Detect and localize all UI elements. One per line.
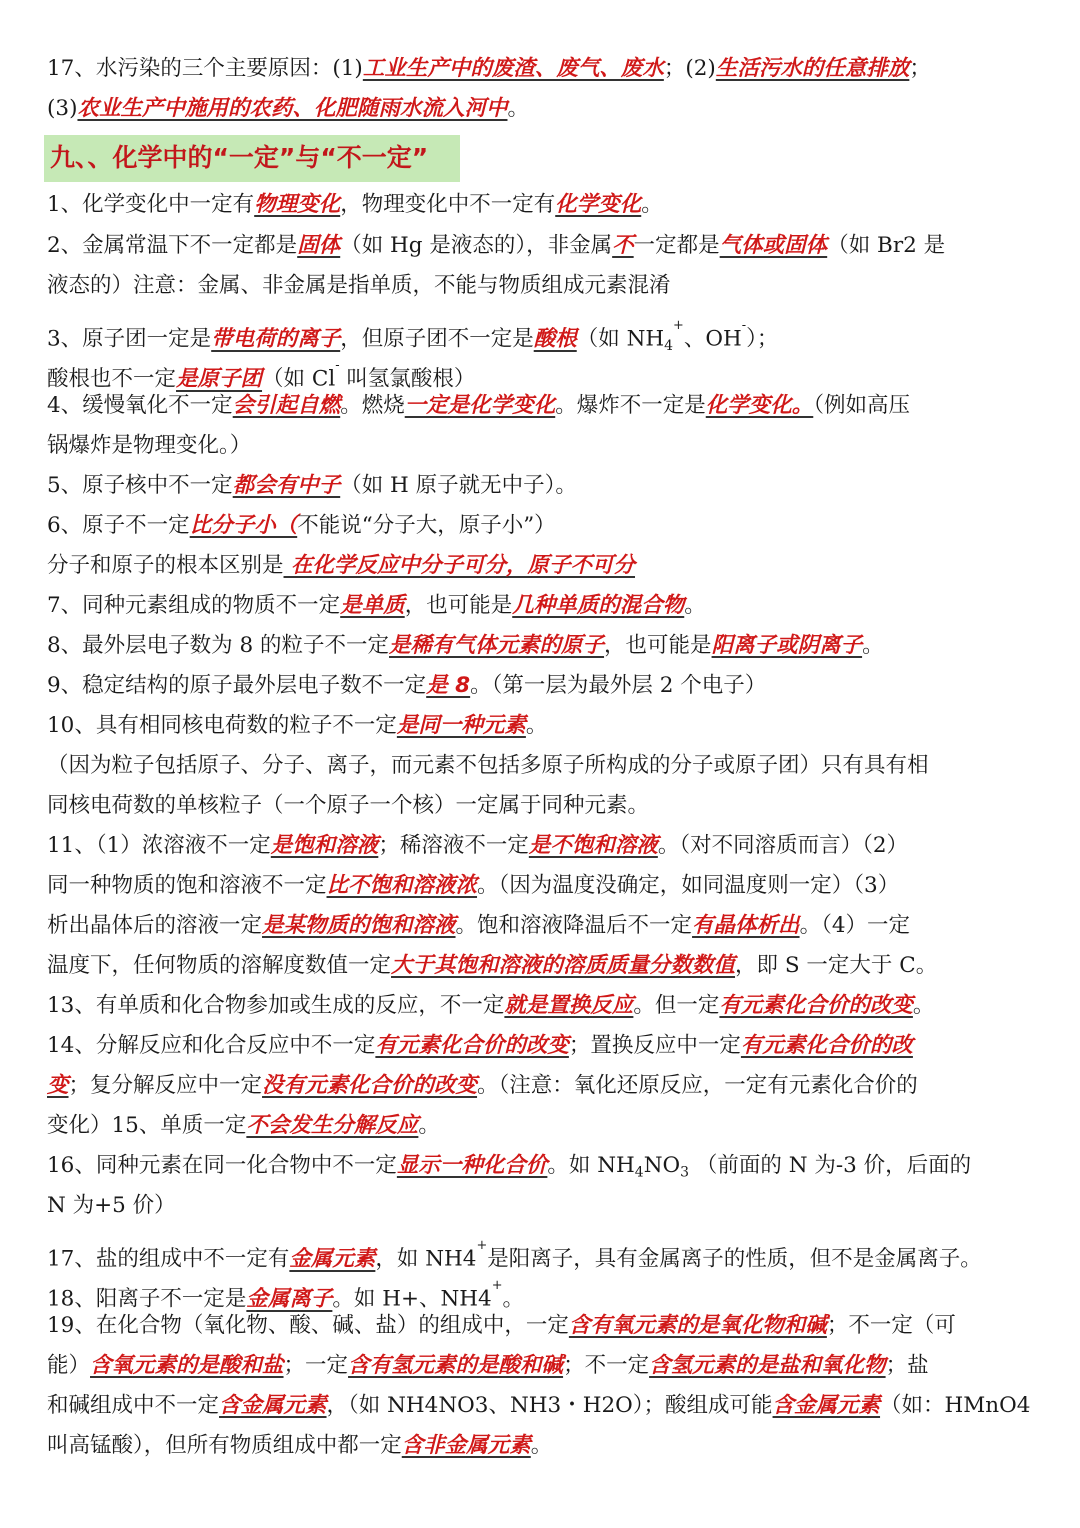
text-line [47,671,1040,701]
text-segment: 16、同种元素在同一化合物中不一定 [47,1153,397,1178]
key-phrase: 比分子小（ [189,513,298,538]
text-line [47,231,1040,261]
text-line [47,311,1040,354]
text-segment: ；不一定（可 [826,1313,956,1338]
text-segment: 。 [525,713,548,738]
text-line [47,1351,1040,1381]
text-line [47,991,1040,1021]
key-phrase: 带电荷的离子 [211,326,341,352]
key-phrase: 金属元素 [289,1246,376,1272]
text-segment: ；一定 [283,1353,349,1378]
text-segment: 。 [507,96,529,121]
text-line [47,1311,1040,1341]
text-segment: 、OH [683,326,742,352]
text-segment: ；不一定 [563,1353,650,1378]
text-segment: 6、原子不一定 [47,513,190,538]
text-segment: （如 Br2 是 [827,233,946,258]
text-segment: 。但一定 [633,993,720,1018]
key-phrase: 比不饱和溶液浓 [326,873,478,898]
text-segment: （如 Cl [262,366,336,392]
key-phrase: 没有元素化合价的改变 [262,1073,478,1098]
text-line [47,1391,1040,1421]
text-segment: NO [643,1153,681,1178]
text-segment: 温度下，任何物质的溶解度数值一定 [47,953,392,978]
text-segment: 。 [502,1286,525,1312]
text-segment: ；置换反应中一定 [568,1033,741,1058]
text-line [47,1071,1040,1101]
text-line [47,471,1040,501]
key-phrase: 变 [47,1073,69,1098]
text-segment: 分子和原子的根本区别是 [47,553,284,578]
text-segment: ；盐 [885,1353,929,1378]
text-segment: 。（注意：氧化还原反应，一定有元素化合价的 [477,1073,918,1098]
text-segment: 。爆炸不一定是 [555,393,706,418]
text-segment: 析出晶体后的溶液一定 [47,913,263,938]
text-line [47,1191,1040,1221]
text-segment: 变化）15、单质一定 [47,1113,247,1138]
text-segment: 。 [912,993,935,1018]
text-segment: 3、原子团一定是 [47,326,212,352]
text-line [47,94,1040,124]
text-segment: 。 [641,192,663,217]
key-phrase: 金属离子 [246,1286,333,1312]
text-segment: N 为+5 价） [47,1193,176,1218]
key-phrase: 含氧元素的是酸和盐 [90,1353,284,1378]
text-segment: (3) [47,96,78,121]
superscript: + [491,1278,503,1293]
text-line [47,751,1040,781]
key-phrase: 是 8 [426,673,471,698]
text-segment: 和碱组成中不一定 [47,1393,220,1418]
key-phrase: 就是置换反应 [504,993,634,1018]
text-segment: （如 H 原子就无中子）。 [340,473,577,498]
text-line [47,54,1040,84]
key-phrase: 含氢元素的是盐和氧化物 [649,1353,886,1378]
key-phrase: 是不饱和溶液 [528,833,658,858]
text-segment: 。 [418,1113,440,1138]
text-segment: ，物理变化中不一定有 [340,192,556,217]
key-phrase: 阳离子或阴离子 [711,633,863,658]
text-line [47,431,1040,461]
text-line [47,951,1040,981]
text-segment: 11、（1）浓溶液不一定 [47,833,271,858]
subscript: 4 [634,1164,644,1181]
text-segment: 。 [684,593,706,618]
key-phrase: 气体或固体 [719,233,828,258]
text-segment: 19、在化合物（氧化物、酸、碱、盐）的组成中，一定 [47,1313,569,1338]
text-segment: ，即 S 一定大于 C。 [735,953,938,978]
key-phrase: 含有氢元素的是酸和碱 [348,1353,564,1378]
text-segment: 8、最外层电子数为 8 的粒子不一定 [47,633,390,658]
text-line [47,591,1040,621]
text-segment: ，也可能是 [604,633,712,658]
text-segment: ，（如 NH4NO3、NH3・H2O）；酸组成可能 [326,1393,773,1418]
key-phrase: 是原子团 [176,366,263,392]
text-segment: 能） [47,1353,91,1378]
key-phrase: 含非金属元素 [401,1433,531,1458]
key-phrase: 固体 [297,233,341,258]
section-heading: 九、、化学中的“一定”与“不一定” [50,143,429,172]
key-phrase: 含金属元素 [219,1393,327,1418]
text-segment: 不能说“分子大，原子小”） [297,513,556,538]
text-segment: 18、阳离子不一定是 [47,1286,247,1312]
key-phrase: 一定是化学变化 [404,393,556,418]
text-segment: 。 [530,1433,553,1458]
text-segment: 。燃烧 [340,393,405,418]
text-segment: 5、原子核中不一定 [47,473,233,498]
key-phrase: 有晶体析出 [692,913,800,938]
text-line [47,551,1040,581]
text-segment: ；复分解反应中一定 [68,1073,263,1098]
text-line [47,1431,1040,1461]
text-line [47,711,1040,741]
text-segment: 一定都是 [633,233,720,258]
text-segment: 。（第一层为最外层 2 个电子） [470,673,767,698]
text-segment: 酸根也不一定 [47,366,177,392]
text-line [47,871,1040,901]
superscript: - [741,318,747,333]
key-phrase: 农业生产中施用的农药、化肥随雨水流入河中 [77,96,508,121]
text-segment: 10、具有相同核电荷数的粒子不一定 [47,713,397,738]
text-line [47,351,1040,392]
text-segment: 。（对不同溶质而言）（2） [657,833,909,858]
text-segment: 4、缓慢氧化不一定 [47,393,233,418]
text-segment: 。 [862,633,884,658]
key-phrase: 几种单质的混合物 [512,593,685,618]
key-phrase: 化学变化 [555,192,642,217]
text-line [47,1111,1040,1141]
text-segment: 液态的）注意：金属、非金属是指单质，不能与物质组成元素混淆 [47,273,671,298]
text-segment: （如 Hg 是液态的），非金属 [340,233,613,258]
text-segment: 9、稳定结构的原子最外层电子数不一定 [47,673,427,698]
key-phrase: 是某物质的饱和溶液 [262,913,456,938]
text-segment: 14、分解反应和化合反应中不一定 [47,1033,376,1058]
text-line [47,831,1040,861]
text-segment: 。如 H+、NH4 [332,1286,492,1312]
text-segment: 。饱和溶液降温后不一定 [455,913,693,938]
text-segment: （前面的 N 为-3 价，后面的 [689,1153,972,1178]
text-segment: （如：HMnO4 [880,1393,1031,1418]
key-phrase: 化学变化。 [705,393,814,418]
text-segment: 同一种物质的饱和溶液不一定 [47,873,327,898]
text-segment: 叫氢氯酸根） [339,366,476,392]
superscript: + [673,318,684,333]
text-segment: ；稀溶液不一定 [378,833,529,858]
key-phrase: 是稀有气体元素的原子 [389,633,605,658]
text-line [47,271,1040,301]
key-phrase: 物理变化 [254,192,341,217]
text-line [47,1271,1040,1312]
key-phrase: 都会有中子 [232,473,341,498]
key-phrase: 生活污水的任意排放 [715,56,910,81]
key-phrase: 是单质 [340,593,405,618]
key-phrase: 含金属元素 [772,1393,881,1418]
section-heading-box [44,135,460,182]
text-segment: ； [909,56,931,81]
text-segment: 17、盐的组成中不一定有 [47,1246,290,1272]
text-segment: 锅爆炸是物理变化。） [47,433,252,458]
text-segment: ，如 NH4 [375,1246,477,1272]
text-line [47,791,1040,821]
text-segment: 是阳离子，具有金属离子的性质，但不是金属离子。 [487,1246,982,1272]
text-line [47,1151,1040,1181]
key-phrase: 含有氧元素的是氧化物和碱 [568,1313,827,1338]
text-line [47,391,1040,421]
text-line [47,911,1040,941]
subscript: 4 [664,338,674,354]
text-segment: （例如高压 [813,393,911,418]
key-phrase: 不 [612,233,634,258]
text-segment: ）； [746,326,779,352]
key-phrase: 酸根 [533,326,577,352]
key-phrase: 显示一种化合价 [396,1153,548,1178]
key-phrase: 有元素化合价的改 [740,1033,913,1058]
superscript: + [476,1238,488,1253]
text-segment: 同核电荷数的单核粒子（一个原子一个核）一定属于同种元素。 [47,793,650,818]
text-segment: ；(2) [663,56,716,81]
text-line [47,511,1040,541]
text-segment: ，也可能是 [404,593,513,618]
text-segment: ，但原子团不一定是 [340,326,534,352]
text-segment: 。（因为温度没确定，如同温度则一定）（3） [477,873,900,898]
text-line [47,631,1040,661]
text-segment: 7、同种元素组成的物质不一定 [47,593,341,618]
key-phrase: 在化学反应中分子可分，原子不可分 [283,553,636,578]
text-segment: 。（4）一定 [799,913,910,938]
text-segment: 叫高锰酸），但所有物质组成中都一定 [47,1433,402,1458]
text-segment: 17、水污染的三个主要原因：(1) [47,56,363,81]
text-segment: 1、化学变化中一定有 [47,192,255,217]
key-phrase: 是同一种元素 [396,713,526,738]
text-segment: （如 NH [576,326,665,352]
text-segment: 2、金属常温下不一定都是 [47,233,298,258]
key-phrase: 有元素化合价的改变 [375,1033,569,1058]
key-phrase: 不会发生分解反应 [246,1113,419,1138]
key-phrase: 是饱和溶液 [270,833,379,858]
text-line [47,1231,1040,1272]
text-line [47,1031,1040,1061]
key-phrase: 工业生产中的废渣、废气、废水 [362,56,664,81]
key-phrase: 大于其饱和溶液的溶质质量分数数值 [391,953,736,978]
text-line [47,190,1040,220]
key-phrase: 会引起自燃 [232,393,341,418]
text-segment: （因为粒子包括原子、分子、离子，而元素不包括多原子所构成的分子或原子团）只有具有相 [47,753,929,778]
text-segment: 13、有单质和化合物参加或生成的反应，不一定 [47,993,505,1018]
subscript: 3 [680,1164,690,1181]
superscript: - [335,358,340,373]
key-phrase: 有元素化合价的改变 [719,993,913,1018]
text-segment: 。如 NH [547,1153,635,1178]
